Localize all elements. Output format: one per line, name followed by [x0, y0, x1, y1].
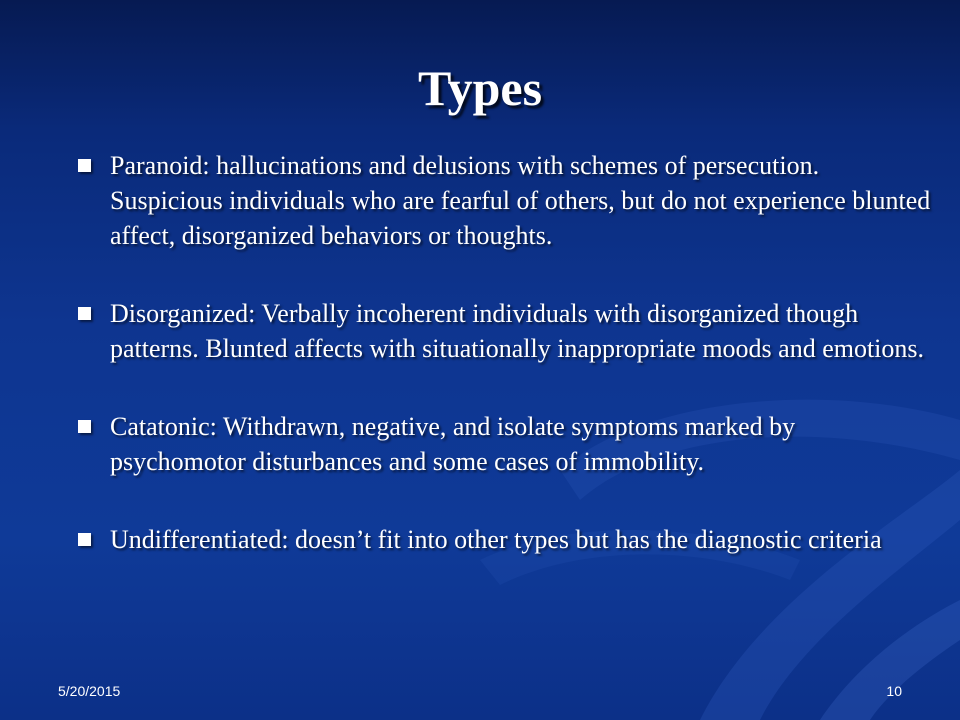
footer-date: 5/20/2015	[58, 683, 121, 699]
bullet-item-undifferentiated	[72, 522, 932, 557]
square-bullet-icon	[78, 159, 91, 172]
bullet-item-paranoid	[72, 148, 932, 253]
bullet-item-disorganized	[72, 296, 932, 366]
square-bullet-icon	[78, 533, 91, 546]
bullet-text: Undifferentiated: doesn’t fit into other types but has the diagnostic criteria	[110, 525, 882, 554]
bullet-text: Disorganized: Verbally incoherent individuals with disorganized though patterns. Blunted affects with situationally inappropriate moods and emotions.	[110, 299, 925, 363]
bullet-item-catatonic	[72, 409, 932, 479]
page-number: 10	[886, 683, 902, 699]
slide-title: Types	[417, 60, 543, 116]
square-bullet-icon	[78, 420, 91, 433]
bullet-list	[72, 148, 932, 557]
bullet-text: Catatonic: Withdrawn, negative, and isolate symptoms marked by psychomotor disturbances and some cases of immobility.	[110, 412, 796, 476]
square-bullet-icon	[78, 307, 91, 320]
bullet-text: Paranoid: hallucinations and delusions with schemes of persecution. Suspicious individuals who are fearful of others, but do not experience blunted affect, disorganized behaviors or thoughts.	[110, 151, 931, 250]
